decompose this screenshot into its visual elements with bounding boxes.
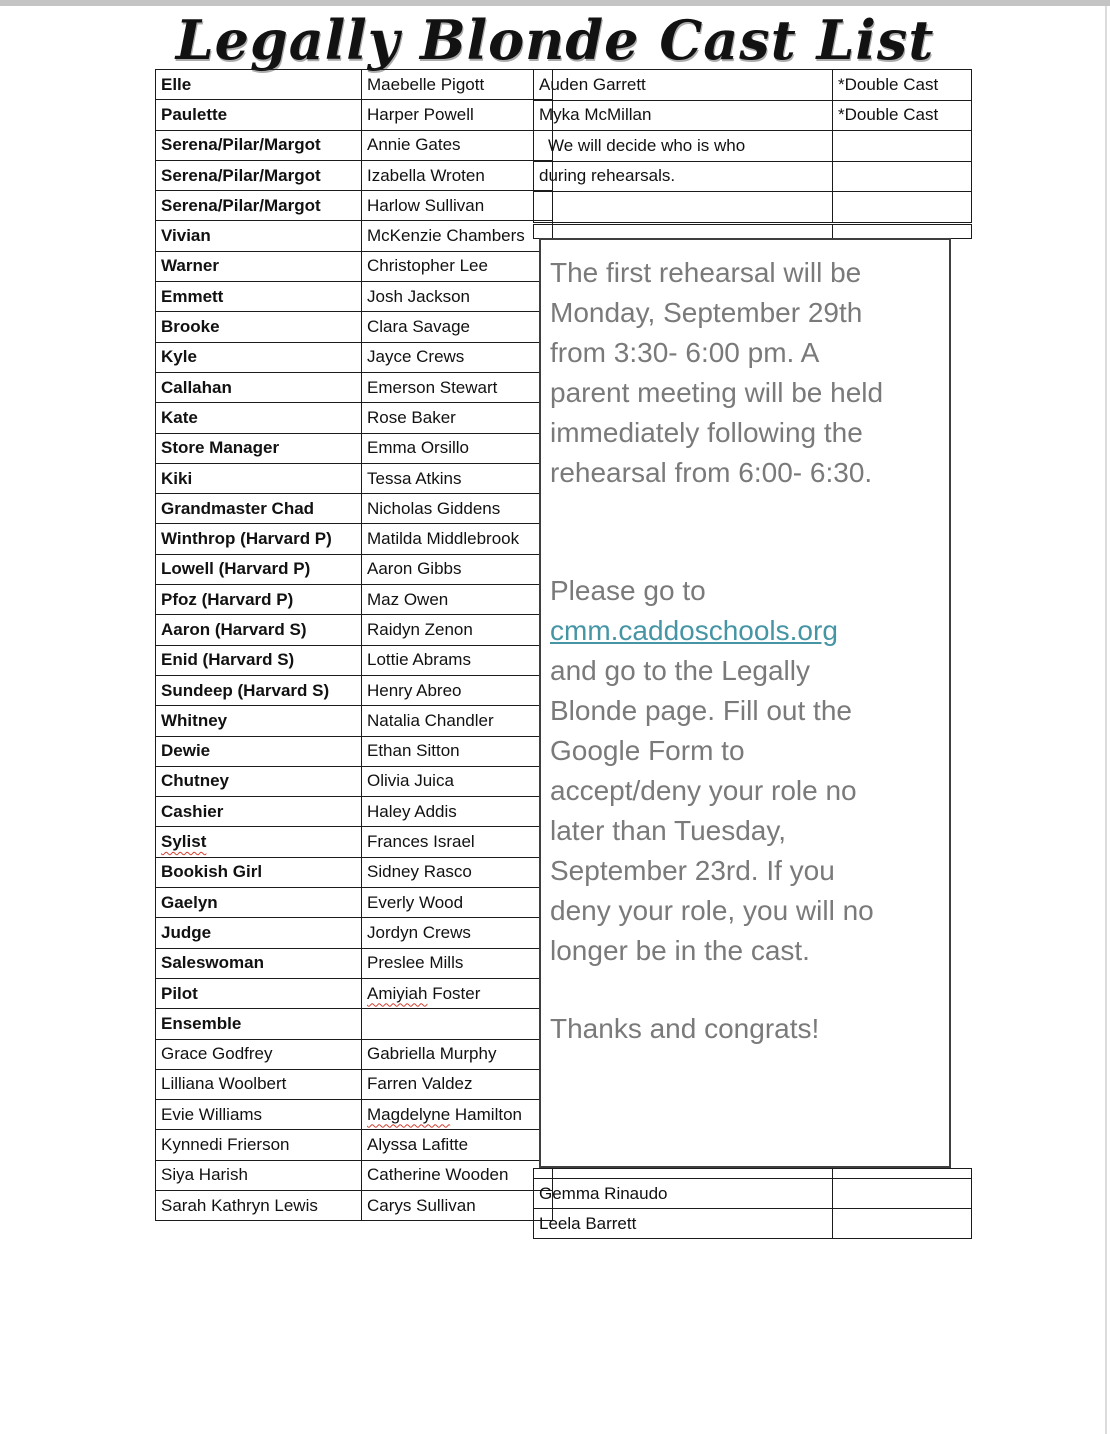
name-cell: Jordyn Crews xyxy=(362,918,553,948)
cast-table-row xyxy=(156,433,553,463)
cast-table-row xyxy=(156,978,553,1008)
role-cell: Ensemble xyxy=(156,1009,362,1039)
page-top-edge xyxy=(0,0,1110,6)
name-cell: Catherine Wooden xyxy=(362,1160,553,1190)
cast-table-row xyxy=(156,494,553,524)
empty-cell xyxy=(833,1179,972,1209)
role-cell: Grandmaster Chad xyxy=(156,494,362,524)
role-cell: Winthrop (Harvard P) xyxy=(156,524,362,554)
role-cell: Serena/Pilar/Margot xyxy=(156,130,362,160)
name-cell: Carys Sullivan xyxy=(362,1190,553,1220)
second-cast-name-cell xyxy=(534,192,833,223)
cast-table-row xyxy=(156,221,553,251)
role-cell: Grace Godfrey xyxy=(156,1039,362,1069)
double-cast-row xyxy=(534,131,972,162)
announcement-line: The first rehearsal will be xyxy=(550,257,862,288)
cast-table-row xyxy=(156,160,553,190)
spacer-row-bottom xyxy=(533,1168,972,1179)
cast-table-row xyxy=(156,827,553,857)
role-cell: Aaron (Harvard S) xyxy=(156,615,362,645)
cast-table-row xyxy=(156,100,553,130)
second-cast-name-cell: Auden Garrett xyxy=(534,70,833,101)
double-cast-row xyxy=(534,192,972,223)
cast-table-row xyxy=(156,675,553,705)
name-cell: Matilda Middlebrook xyxy=(362,524,553,554)
role-cell: Lilliana Woolbert xyxy=(156,1069,362,1099)
announcement-line: accept/deny your role no xyxy=(550,775,857,806)
announcement-line: from 3:30- 6:00 pm. A xyxy=(550,337,820,368)
name-cell: Christopher Lee xyxy=(362,251,553,281)
page-title: Legally Blonde Cast List xyxy=(175,8,935,72)
cast-list-table xyxy=(155,69,553,1221)
name-cell: Rose Baker xyxy=(362,403,553,433)
cast-table-row xyxy=(156,342,553,372)
role-cell: Saleswoman xyxy=(156,948,362,978)
name-cell: Maebelle Pigott xyxy=(362,70,553,100)
role-cell: Store Manager xyxy=(156,433,362,463)
role-cell: Serena/Pilar/Margot xyxy=(156,191,362,221)
cast-table-row xyxy=(156,1190,553,1220)
double-cast-note-cell: *Double Cast xyxy=(833,70,972,101)
announcement-line: Blonde page. Fill out the xyxy=(550,695,852,726)
name-cell: Jayce Crews xyxy=(362,342,553,372)
cast-table-row xyxy=(156,251,553,281)
double-cast-row xyxy=(534,161,972,192)
cast-table-row xyxy=(156,524,553,554)
role-cell: Emmett xyxy=(156,282,362,312)
name-cell: Haley Addis xyxy=(362,797,553,827)
cast-table-row xyxy=(156,1130,553,1160)
announcement-line xyxy=(550,611,943,651)
role-cell: Brooke xyxy=(156,312,362,342)
second-cast-name-cell: during rehearsals. xyxy=(534,161,833,192)
role-cell: Whitney xyxy=(156,706,362,736)
role-cell: Sarah Kathryn Lewis xyxy=(156,1190,362,1220)
cast-table-row xyxy=(156,918,553,948)
role-cell: Elle xyxy=(156,70,362,100)
name-cell: Harper Powell xyxy=(362,100,553,130)
bottom-right-row xyxy=(534,1179,972,1209)
announcement-closing: Thanks and congrats! xyxy=(550,1013,820,1044)
announcement-line: deny your role, you will no xyxy=(550,895,874,926)
bottom-right-table xyxy=(533,1178,972,1239)
role-cell: Paulette xyxy=(156,100,362,130)
double-cast-note-cell: *Double Cast xyxy=(833,100,972,131)
cast-table-row xyxy=(156,463,553,493)
role-cell: Evie Williams xyxy=(156,1100,362,1130)
role-cell: Lowell (Harvard P) xyxy=(156,554,362,584)
cast-table-row xyxy=(156,615,553,645)
name-cell: Amiyiah Foster xyxy=(362,978,553,1008)
role-cell: Kate xyxy=(156,403,362,433)
announcement-line: Monday, September 29th xyxy=(550,297,863,328)
role-cell xyxy=(156,827,362,857)
name-cell: Olivia Juica xyxy=(362,766,553,796)
role-cell: Kyle xyxy=(156,342,362,372)
cast-table-row xyxy=(156,130,553,160)
announcement-line: Please go to xyxy=(550,575,706,606)
announcement-paragraph-1 xyxy=(550,253,943,493)
name-cell: Clara Savage xyxy=(362,312,553,342)
double-cast-table xyxy=(533,69,972,223)
role-cell: Kiki xyxy=(156,463,362,493)
announcement-line: Google Form to xyxy=(550,735,745,766)
name-cell: Harlow Sullivan xyxy=(362,191,553,221)
name-cell: Maz Owen xyxy=(362,585,553,615)
double-cast-note-cell xyxy=(833,131,972,162)
announcement-line: later than Tuesday, xyxy=(550,815,787,846)
role-cell: Bookish Girl xyxy=(156,857,362,887)
announcement-line: rehearsal from 6:00- 6:30. xyxy=(550,457,873,488)
name-cell: Emerson Stewart xyxy=(362,372,553,402)
second-cast-name-cell: Leela Barrett xyxy=(534,1209,833,1239)
double-cast-note-cell xyxy=(833,192,972,223)
cast-table-row xyxy=(156,70,553,100)
announcement-line: and go to the Legally xyxy=(550,655,810,686)
role-cell: Chutney xyxy=(156,766,362,796)
name-cell: Aaron Gibbs xyxy=(362,554,553,584)
cast-table-row xyxy=(156,766,553,796)
cast-table-row xyxy=(156,1160,553,1190)
cast-table-row xyxy=(156,554,553,584)
cast-table-row xyxy=(156,797,553,827)
spellcheck-squiggle: Sylist xyxy=(161,832,207,852)
cast-table-row xyxy=(156,645,553,675)
role-cell: Sundeep (Harvard S) xyxy=(156,675,362,705)
role-cell: Siya Harish xyxy=(156,1160,362,1190)
cast-table-row xyxy=(156,857,553,887)
second-cast-name-cell: Myka McMillan xyxy=(534,100,833,131)
cast-table-row xyxy=(156,1009,553,1039)
name-cell: Izabella Wroten xyxy=(362,160,553,190)
name-cell: Preslee Mills xyxy=(362,948,553,978)
spellcheck-squiggle: Amiyiah xyxy=(367,983,428,1003)
double-cast-row xyxy=(534,70,972,101)
name-cell: Magdelyne Hamilton xyxy=(362,1100,553,1130)
announcement-line: parent meeting will be held xyxy=(550,377,884,408)
role-cell: Enid (Harvard S) xyxy=(156,645,362,675)
cast-table-row xyxy=(156,706,553,736)
cast-table-row xyxy=(156,372,553,402)
cast-table-row xyxy=(156,1100,553,1130)
page-right-edge xyxy=(1105,6,1107,1434)
role-cell: Pfoz (Harvard P) xyxy=(156,585,362,615)
name-cell: Josh Jackson xyxy=(362,282,553,312)
spacer-row-top xyxy=(533,224,972,239)
name-cell: Frances Israel xyxy=(362,827,553,857)
second-cast-name-cell: We will decide who is who xyxy=(534,131,833,162)
double-cast-row xyxy=(534,100,972,131)
announcement-line: September 23rd. If you xyxy=(550,855,835,886)
double-cast-note-cell xyxy=(833,161,972,192)
name-cell: Tessa Atkins xyxy=(362,463,553,493)
cast-table-row xyxy=(156,1069,553,1099)
bottom-right-row xyxy=(534,1209,972,1239)
role-cell: Dewie xyxy=(156,736,362,766)
role-cell: Callahan xyxy=(156,372,362,402)
name-cell: Sidney Rasco xyxy=(362,857,553,887)
name-cell: McKenzie Chambers xyxy=(362,221,553,251)
cast-table-row xyxy=(156,191,553,221)
name-cell: Nicholas Giddens xyxy=(362,494,553,524)
announcement-line: longer be in the cast. xyxy=(550,935,810,966)
role-cell: Judge xyxy=(156,918,362,948)
cast-table-row xyxy=(156,585,553,615)
cast-table-row xyxy=(156,403,553,433)
name-cell: Henry Abreo xyxy=(362,675,553,705)
name-cell: Emma Orsillo xyxy=(362,433,553,463)
name-cell: Natalia Chandler xyxy=(362,706,553,736)
role-cell: Warner xyxy=(156,251,362,281)
cast-table-row xyxy=(156,948,553,978)
name-cell: Lottie Abrams xyxy=(362,645,553,675)
caddoschools-link[interactable]: cmm.caddoschools.org xyxy=(550,615,838,646)
name-cell: Ethan Sitton xyxy=(362,736,553,766)
cast-table-row xyxy=(156,888,553,918)
cast-table-row xyxy=(156,282,553,312)
role-cell: Pilot xyxy=(156,978,362,1008)
second-cast-name-cell: Gemma Rinaudo xyxy=(534,1179,833,1209)
role-cell: Gaelyn xyxy=(156,888,362,918)
name-cell: Annie Gates xyxy=(362,130,553,160)
role-cell: Vivian xyxy=(156,221,362,251)
announcement-line: immediately following the xyxy=(550,417,863,448)
cast-table-row xyxy=(156,736,553,766)
name-cell xyxy=(362,1009,553,1039)
empty-cell xyxy=(833,1209,972,1239)
role-cell: Serena/Pilar/Margot xyxy=(156,160,362,190)
name-cell: Raidyn Zenon xyxy=(362,615,553,645)
spellcheck-squiggle: Magdelyne xyxy=(367,1104,451,1124)
cast-table-row xyxy=(156,312,553,342)
cast-table-row xyxy=(156,1039,553,1069)
role-cell: Kynnedi Frierson xyxy=(156,1130,362,1160)
name-cell: Everly Wood xyxy=(362,888,553,918)
name-cell: Gabriella Murphy xyxy=(362,1039,553,1069)
announcement-paragraph-2 xyxy=(550,571,943,971)
announcement-text-box xyxy=(539,238,951,1168)
name-cell: Farren Valdez xyxy=(362,1069,553,1099)
name-cell: Alyssa Lafitte xyxy=(362,1130,553,1160)
role-cell: Cashier xyxy=(156,797,362,827)
